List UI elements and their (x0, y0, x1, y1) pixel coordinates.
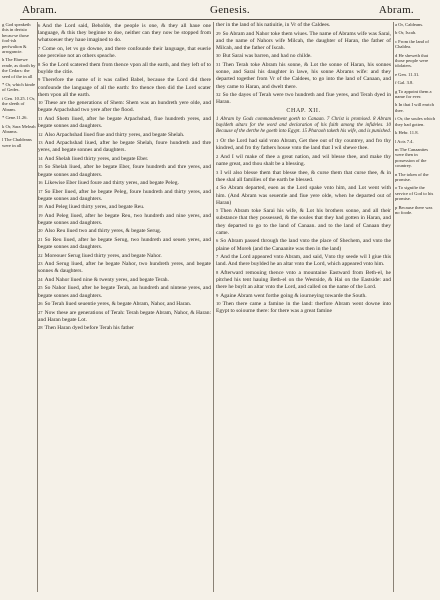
margin-note: e Gen. 11.31. (395, 71, 420, 77)
verse-number: 28 (38, 325, 43, 331)
verse-number: 27 (38, 309, 43, 315)
verse-text: Againe Abram went forthe going & iourneying towarde the South. (220, 292, 367, 299)
verse-text: So Abram passed through the land vnto the place of Shechem, and vnto the plaine of Moreh (and the Canaanite was then in the land) (216, 238, 391, 252)
verse (38, 131, 211, 139)
chapter-title: CHAP. XII. (286, 108, 321, 115)
verse-text: And I wil make of thee a great nation, and wil blesse thee, and make thy name great, and thou shalt be a blessing. (216, 153, 391, 168)
verse (38, 260, 211, 275)
margin-note: k Or, Sara Meleah Abrams. (2, 123, 36, 134)
verse-text: Or the Lord had said vnto Abram, Get thee out of thy countrey, and fro thy kindred, and fro thy fathers house vnto the land that I wil shewe thee. (216, 138, 391, 152)
verse-text: So the dayes of Terah were two hundreth and fiue yeres, and Terah dyed in Haran. (216, 92, 391, 106)
verse-text: I wil also blesse them that blesse thee, & curse them that curse thee, & in thee shal all families of the earth be blessed. (216, 169, 391, 183)
verse (216, 253, 391, 268)
verse-text: And Shem liued, after he begate Arpachshad, fiue hundreth yeres, and begate sonnes and daughters. (38, 115, 211, 130)
verse-text: Then Haran dyed before Terah his father (44, 325, 134, 332)
verse (216, 61, 391, 91)
verse-number: 19 (38, 212, 43, 218)
verse-number: 2 (216, 153, 219, 159)
chapter-12-text (216, 137, 391, 315)
margin-note: l Acts 7.4. (395, 138, 414, 144)
verse (216, 184, 391, 207)
verse (38, 212, 211, 227)
verse-number: 25 (38, 285, 43, 291)
verse (38, 252, 211, 260)
verse-text: So Abram and Nahor toke them wiues. The name of Abrams wife was Sarai, and the name of Nahors wife Milcah, the daughter of Haran, the father of Milcah, and the father of Iscah. (216, 30, 391, 51)
verse (216, 169, 391, 184)
verse (38, 227, 211, 235)
verse-number: 3 (216, 169, 219, 175)
left-margin-notes (2, 22, 36, 594)
column-rule (393, 22, 394, 592)
verse-text: So Reu liued, after he begate Serug, two hundreth and seuen yeres, and begate sonnes and daughters. (38, 236, 211, 251)
margin-note: i Gen. 10.25. l Or, the sleeth of Abram. (2, 95, 36, 112)
margin-note: p Because there was no foode. (395, 204, 433, 215)
verse-text: And Nahor liued nine & twenty yeres, and begate Terah. (44, 276, 169, 283)
verse (38, 179, 211, 187)
verse-text: These are the generations of Shem: Shem was an hundreth yere olde, and begate Arpachshad two yere after the flood. (38, 100, 211, 114)
verse-text: Afterward remouing thence vnto a mountaine Eastward from Beth-el, he pitched his tent hauing Beth-el on the Westside, & Hai on the Eastside: and there he buylt an altar vnto the Lord, and called on the name of the Lord. (216, 269, 391, 291)
margin-note: n The token of the promise. (395, 171, 429, 182)
verse-text: But Sarai was barren, and had no childe. (222, 53, 312, 60)
verse-text: And Shelah liued thirty yeres, and begate Eber. (44, 155, 149, 162)
verse-text: And the Lord appeared vnto Abram, and said, Vnto thy seede wil I giue this land. And there buylded he an altar vnto the Lord, which appeared vnto him. (216, 254, 391, 268)
verse-number: 26 (38, 301, 43, 307)
verse-text: And the Lord said, Beholde, the people is one, & they all haue one language, & this they beginne to doe, neither can they now be stopped from whatsoeuer they haue imagined to do. (38, 23, 211, 44)
verse (216, 237, 391, 252)
verse (216, 292, 391, 300)
chapter-11-end (216, 22, 391, 106)
verse-number: 16 (38, 180, 43, 186)
verse-text: Now these are generations of Terah: Terah begate Abram, Nahor, & Haran: and Haran begate Lot. (38, 309, 211, 323)
margin-note: m The Canaanites were then in possession of the countrey. (395, 146, 429, 169)
margin-note: f Gal. 3.8. (395, 80, 414, 86)
verse-number: 1 (216, 138, 219, 144)
verse-number: 11 (38, 115, 43, 121)
verse-number: 20 (38, 228, 43, 234)
verse (38, 203, 211, 211)
verse (38, 99, 211, 114)
verse-number: 8 (216, 269, 219, 275)
verse-text: So the Lord scatered them from thence vpon all the earth, and they left of to buylde the citie. (38, 61, 211, 75)
verse (38, 139, 211, 154)
verse (216, 22, 391, 29)
verse-number: 4 (216, 185, 219, 191)
margin-note: * Or, which kinde of Gedes. (2, 82, 35, 93)
verse-number: 7 (38, 45, 41, 51)
verse (38, 276, 211, 284)
verse (38, 236, 211, 251)
verse-text: ther in the land of his natiuitie, in Vr of the Caldees. (216, 22, 331, 28)
verse (38, 61, 211, 76)
verse-text: So Abram departed, euen as the Lord spake vnto him, and Lot went with him. (And Abram was seuentie and fiue yere olde, when he departed out of Haran) (216, 185, 391, 206)
verse-number: 24 (38, 276, 43, 282)
verse-text: Likewise Eber liued foure and thirty yeres, and begate Peleg. (44, 180, 179, 187)
verse (216, 269, 391, 292)
verse-text: Then Abram toke Sarai his wife, & Lot his brothers sonne, and all their substance that they possessed, & the soules that they had gotten in Haran, and they departed to go to the land of Canaan. and to the land of Canaan they came. (216, 208, 391, 236)
verse-text: So Eber liued, after he begate Peleg, foure hundreth and thirty yeres, and begate sonnes and daughters. (38, 188, 211, 202)
margin-note: c From the land of Chaldea. (395, 38, 429, 50)
verse-number: 8 (38, 61, 41, 67)
verse (38, 300, 211, 308)
verse (216, 30, 391, 53)
margin-note: g To appoint them a name for ever. (395, 88, 432, 100)
verse-number: 13 (38, 140, 43, 146)
verse (38, 115, 211, 130)
verse-text: Also Arpachshad liued fiue and thirty yeres, and begate Shelah. (44, 131, 185, 138)
verse (38, 22, 211, 45)
right-margin-notes (395, 22, 438, 594)
right-text-column (216, 22, 391, 594)
margin-note: g God speaketh this in derisio becau-se those fool-ish perfwalion & arrogancie. (2, 22, 31, 55)
left-text-column (38, 22, 211, 594)
verse (38, 163, 211, 178)
margin-note: i Or, the soules which they had gotten. (395, 116, 436, 127)
verse-number: 21 (38, 236, 43, 242)
verse (38, 309, 211, 324)
verse (38, 76, 211, 99)
margin-note: * Gene.11.26. (2, 115, 28, 121)
verse-number: 10 (216, 301, 221, 307)
verse (216, 300, 391, 315)
margin-note: a Or, Caldeans. (395, 22, 424, 27)
verse-text: So Terah liued seuentie yeres, & begate Abram, Nahor, and Haran. (44, 301, 192, 308)
verse-text: Then there came a famine in the land: therfore Abram went downe into Egypt to soiourne there: for there was a great famine (216, 301, 391, 315)
verse-number: 15 (38, 164, 43, 170)
header-rule (20, 19, 420, 20)
verse-text: Then Terah toke Abram his sonne, & Lot the sonne of Haran, his sonnes sonne, and Sarai his daughter in lawe, his sonne Abrams wife: and they departed together from Vr of the Caldees, to go into the land of Canaan, and they came to Haran, and dwelt there. (216, 61, 391, 90)
margin-note: h The Ebrewe reade, as dooth by the Cedars: the seed of the in all (2, 57, 36, 79)
verse (38, 155, 211, 163)
chapter-argument: 1 Abram by Gods commandement goeth to Canaan. 7 Christ is promised. 8 Abram buyldeth altars for the word and declaration of his faith among the infideles. 10 Because of the derthe he goeth into Egypt. 15 Pharaoh taketh his wife, and is punished. (216, 116, 391, 135)
header-left: Abram. (22, 4, 58, 16)
verse-number: 29 (216, 30, 221, 36)
verse-text: And Peleg liued thirty yeres, and begate Reu. (44, 204, 145, 211)
verse-text: Also Reu liued two and thirty yeres, & begate Serug. (44, 228, 162, 235)
verse-number: 18 (38, 204, 43, 210)
verse-number: 6 (216, 238, 219, 244)
verse (38, 324, 211, 332)
verse (216, 207, 391, 237)
verse-text: So Shelah liued, after he begate Eber, foure hundreth and thre yeres, and begate sonnes and daughters. (38, 164, 211, 178)
verse-number: 9 (216, 292, 219, 298)
verse (38, 188, 211, 203)
verse-number: 23 (38, 261, 43, 267)
verse-number: 30 (216, 53, 221, 59)
verse-text: Come on, let vs go downe, and there confounde their language, that euerie one perceiue not an others speache. (38, 45, 211, 60)
header-center: Genesis. (210, 4, 250, 16)
verse-number: 32 (216, 92, 221, 98)
verse (216, 52, 391, 60)
verse (216, 91, 391, 106)
verse-text: And Peleg liued, after he begate Reu, two hundreth and nine yeres, and begate sonnes and daughters. (38, 212, 211, 226)
margin-note: k Hebr. 11.8. (395, 130, 419, 136)
verse-text: Moreouer Serug liued thirty yeres, and begate Nahor. (44, 252, 162, 259)
verse-number: 9 (38, 77, 41, 83)
verse-number: 5 (216, 208, 219, 214)
verse-number: 10 (38, 100, 43, 106)
verse (38, 284, 211, 299)
header-right: Abram. (378, 4, 414, 16)
margin-note: d He sheweth that those people were idolaters. (395, 52, 429, 69)
verse-number: 7 (216, 254, 219, 260)
column-rule (213, 22, 214, 592)
verse-text: So Nahor liued, after he begate Terah, an hundreth and nintene yeres, and begate sonnes and daughters. (38, 285, 211, 299)
verse-text: And Arpachshad liued, after he begate Shelah, foure hundreth and thre yeres, and begate sonnes and daughters. (38, 140, 211, 154)
margin-note: o To signifie the service of God to his promise. (395, 185, 434, 202)
verse (216, 153, 391, 168)
margin-note: l The Chaldeans were in all (2, 137, 32, 148)
verse-text: Therefore the name of it was called Babel, because the Lord did there confounde the language of all the earth: fro thence then did the Lord scater them vpon all the earth. (38, 77, 211, 98)
margin-note: h In that I will enrich thee. (395, 102, 434, 113)
verse-number: 22 (38, 252, 43, 258)
verse-number: 17 (38, 188, 43, 194)
verse-number: 31 (216, 61, 221, 67)
verse (216, 137, 391, 152)
verse-text: And Serug liued, after he begate Nahor, two hundreth yeres, and begate sonnes & daughters. (38, 261, 211, 275)
verse-number: 12 (38, 131, 43, 137)
margin-note: b Or, Iscah. (395, 30, 417, 36)
verse (38, 45, 211, 60)
verse-number: 6 (38, 23, 41, 28)
verse-number: 14 (38, 155, 43, 161)
